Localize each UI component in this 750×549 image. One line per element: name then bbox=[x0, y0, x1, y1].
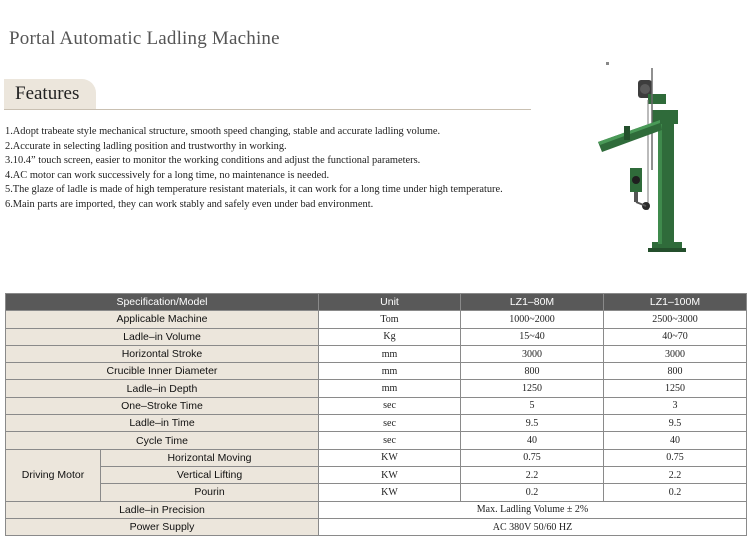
header-model-2: LZ1–100M bbox=[604, 294, 747, 311]
driving-motor-label: Driving Motor bbox=[6, 449, 101, 501]
table-row: Vertical Lifting KW 2.2 2.2 bbox=[6, 466, 747, 483]
table-row: Ladle–in Time sec 9.5 9.5 bbox=[6, 415, 747, 432]
table-row: Pourin KW 0.2 0.2 bbox=[6, 484, 747, 501]
header-unit: Unit bbox=[319, 294, 461, 311]
table-row: One–Stroke Time sec 5 3 bbox=[6, 397, 747, 414]
features-divider bbox=[4, 109, 531, 110]
feature-item: 2. Accurate in selecting ladling position and trustworthy in working. bbox=[5, 140, 287, 152]
page-title: Portal Automatic Ladling Machine bbox=[9, 28, 280, 49]
ladling-machine-illustration bbox=[590, 60, 700, 260]
table-row: Horizontal Stroke mm 3000 3000 bbox=[6, 345, 747, 362]
table-row: Applicable Machine Tom 1000~2000 2500~3000 bbox=[6, 311, 747, 328]
header-spec: Specification/Model bbox=[6, 294, 319, 311]
feature-item: 6. Main parts are imported, they can work stably and safely even under bad environment. bbox=[5, 198, 374, 210]
header-model-1: LZ1–80M bbox=[461, 294, 604, 311]
features-list bbox=[5, 125, 535, 213]
table-row: Driving Motor Horizontal Moving KW 0.75 0.75 bbox=[6, 449, 747, 466]
feature-item: 4. AC motor can work successively for a long time, no maintenance is needed. bbox=[5, 169, 330, 181]
feature-item: 3. 10.4” touch screen, easier to monitor the working conditions and adjust the functional parameters. bbox=[5, 155, 421, 167]
table-row: Ladle–in Precision Max. Ladling Volume ± 2% bbox=[6, 501, 747, 518]
table-row: Ladle–in Depth mm 1250 1250 bbox=[6, 380, 747, 397]
feature-item: 5. The glaze of ladle is made of high temperature resistant materials, it can work for a long time under high temperature. bbox=[5, 184, 503, 196]
table-row: Ladle–in Volume Kg 15~40 40~70 bbox=[6, 328, 747, 345]
spec-table bbox=[5, 293, 747, 536]
table-row: Crucible Inner Diameter mm 800 800 bbox=[6, 363, 747, 380]
table-row: Cycle Time sec 40 40 bbox=[6, 432, 747, 449]
table-row: Power Supply AC 380V 50/60 HZ bbox=[6, 518, 747, 535]
table-header-row bbox=[6, 294, 747, 311]
features-heading: Features bbox=[4, 79, 96, 109]
feature-item: 1. Adopt trabeate style mechanical structure, smooth speed changing, stable and accurate ladling volume. bbox=[5, 126, 441, 137]
